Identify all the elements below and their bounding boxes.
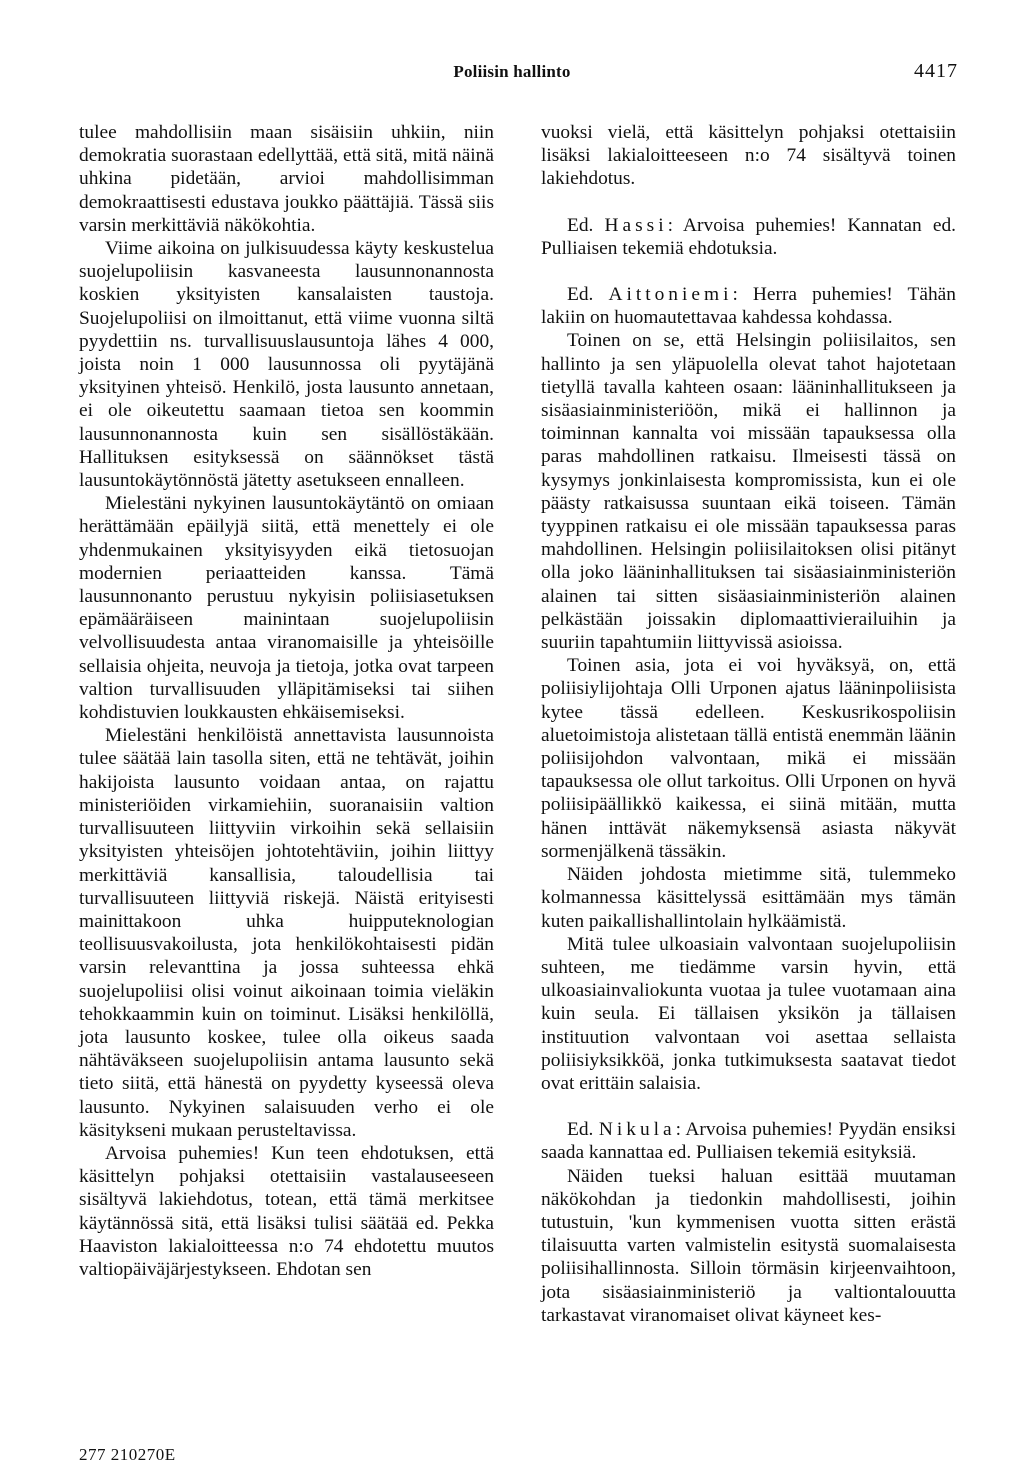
paragraph: Mielestäni henkilöistä annettavista lausunnoista tulee säätää lain tasolla siten, että ne tehtävät, joihin hakijoista lausunto voidaan antaa, on rajattu ministeriöiden virkamiehiin, suoranaisiin valtion turvallisuuteen liittyviin virkoihin sekä sellaisiin yksityisten yhteisöjen johtotehtäviin, joihin liittyy merkittäviä kansallisia, taloudellisia tai turvallisuuteen liittyviä riskejä. Näistä erityisesti mainittakoon uhka huipputeknologian teollisuusvakoilusta, jota henkilökohtaisesti pidän varsin relevanttina ja jossa suhteessa ehkä suojelupoliisi olisi voinut aikoinaan toimia vieläkin tehokkaammin kuin on toiminut. Lisäksi henkilöllä, jota lausunto koskee, tulee olla oikeus saada nähtäväkseen suojelupoliisin antama lausunto sekä tieto siitä, että hänestä on pyydetty kyseessä oleva lausunto. Nykyinen salaisuuden verho ei ole käsitykseni mukaan perusteltavissa.	[79, 725, 494, 1141]
paragraph: Mitä tulee ulkoasiain valvontaan suojelupoliisin suhteen, me tiedämme varsin hyvin, että ulkoasiainvaliokunta vuotaa ja tulee vuotamaan aina kuin seula. Ei tällaisen yksikön ja tällaisen instituution valvontaan voi asettaa sellaista poliisiyksikköä, jonka tutkimuksesta saatavat tiedot ovat erittäin salaisia.	[541, 933, 956, 1094]
page-number: 4417	[914, 60, 958, 82]
paragraph: Toinen on se, että Helsingin poliisilaitos, sen hallinto ja sen yläpuolella olevat tahot hajotetaan tietyllä tavalla kahteen osaan: lääninhallitukseen ja sisäasiainministeriöön, mikä ei hallinnon ja toiminnan kannalta voi missään tapauksessa olla paras mahdollinen ratkaisu. Ilmeisesti tässä on kysymys jonkinlaisesta kompromissista, kun ei ole päästy ratkaisussa suuntaan eikä toiseen. Tämän tyyppinen ratkaisu ei ole missään tapauksessa paras mahdollinen. Helsingin poliisilaitoksen olisi pitänyt olla joko lääninhallituksen tai sisäasiainministeriön alainen tai sitten sisäasiainministeriön alainen pelkästään joissakin diplomaattivierailuihin ja suuriin tapahtumiin liittyvissä asioissa.	[541, 330, 956, 654]
running-header-title: Poliisin hallinto	[453, 62, 571, 81]
speech-text: : Arvoisa puhemies! Pyydän ensiksi saada kannattaa ed. Pulliaisen tekemiä esityksiä.	[541, 1119, 956, 1164]
speaker-name: Aittoniemi	[608, 284, 733, 306]
speaker-name: Nikula	[598, 1119, 676, 1141]
speaker-nikula	[541, 1118, 956, 1164]
paragraph: Näiden tueksi haluan esittää muutaman näkökohdan ja tiedonkin mahdollisesti, joihin tutustuin, 'kun kymmenisen vuotta sitten erästä tilaisuutta varten valmistelin esitystä suomalaisesta poliisihallinnosta. Silloin törmäsin kirjeenvaihtoon, jota sisäasiainministeriö ja valtiontalouutta tarkastavat viranomaiset olivat käyneet kes-	[541, 1165, 956, 1326]
speaker-prefix: Ed.	[567, 1119, 599, 1141]
paragraph: Näiden johdosta mietimme sitä, tulemmeko kolmannessa käsittelyssä esittämään mys tämän kuten paikallishallintolain hylkäämistä.	[541, 864, 956, 932]
speech-text: : Arvoisa puhemies! Kannatan ed. Pulliaisen tekemiä ehdotuksia.	[541, 214, 956, 259]
speaker-aittoniemi	[541, 283, 956, 329]
speaker-prefix: Ed.	[567, 284, 609, 306]
paragraph: Mielestäni nykyinen lausuntokäytäntö on omiaan herättämään epäilyjä siitä, että menettely ei ole yhdenmukainen yksityisyyden eikä tietosuojan modernien periaatteiden kanssa. Tämä lausunnonanto perustuu nykyisin poliisiasetuksen epämääräiseen mainintaan suojelupoliisin velvollisuudesta antaa viranomaisille ja yhteisöille sellaisia ohjeita, neuvoja ja tietoja, jotka ovat tarpeen valtion turvallisuuden ylläpitämiseksi tai siihen kohdistuvien loukkausten ehkäisemiseksi.	[79, 493, 494, 724]
paragraph: Arvoisa puhemies! Kun teen ehdotuksen, että käsittelyn pohjaksi otettaisiin vastalauseeseen sisältyvä lakiehdotus, totean, että tämä merkitsee käytännössä sitä, että lisäksi tulisi säätää ed. Pekka Haaviston lakialoitteessa n:o 74 ehdotettu muutos valtiopäiväjärjestykseen. Ehdotan sen	[79, 1142, 494, 1280]
footer-print-code: 277 210270E	[79, 1445, 176, 1464]
speaker-name: Hassi	[604, 214, 668, 236]
paragraph: tulee mahdollisiin maan sisäisiin uhkiin, niin demokratia suorastaan edellyttää, että sitä, mitä näinä uhkina pidetään, arvioi mahdollisimman demokraattisesti edustava joukko päättäjiä. Tässä siis varsin merkittäviä näkökohtia.	[79, 122, 494, 236]
right-column	[541, 121, 956, 1327]
paragraph: Viime aikoina on julkisuudessa käyty keskustelua suojelupoliisin kasvaneesta lausunnonannosta koskien yksityisten kansalaisten taustoja. Suojelupoliisi on ilmoittanut, että viime vuonna siltä pyydettiin ns. turvallisuuslausuntoja lähes 4 000, joista noin 1 000 lausunnossa oli pyytäjänä yksityinen yhteisö. Henkilö, josta lausunto annetaan, ei ole oikeutettu saamaan tietoa sen koommin lausunnonannosta kuin sen sisällöstäkään. Hallituksen esityksessä on säännökset tästä lausuntokäytönnöstä jätetty asetukseen ennalleen.	[79, 238, 494, 492]
speech-text: : Herra puhemies! Tähän lakiin on huomautettavaa kahdessa kohdassa.	[541, 284, 956, 329]
left-column	[79, 121, 494, 1281]
paragraph: Toinen asia, jota ei voi hyväksyä, on, että poliisiylijohtaja Olli Urponen ajatus lääninpoliisista kytee tässä edelleen. Keskusrikospoliisin aluetoimistoja alistetaan tällä entistä enemmän läänin poliisijohdon valvontaan, mikä ei missään tapauksessa ole ollut tarkoitus. Olli Urponen on hyvä poliisipäällikkö kaikessa, ei siinä mitään, mutta hänen inttävät näkemyksensä asiasta näkyvät sormenjälkenä tässäkin.	[541, 655, 956, 862]
speaker-prefix: Ed.	[567, 214, 605, 236]
paragraph: vuoksi vielä, että käsittelyn pohjaksi otettaisiin lisäksi lakialoitteeseen n:o 74 sisältyvä toinen lakiehdotus.	[541, 122, 956, 190]
speaker-hassi	[541, 214, 956, 260]
